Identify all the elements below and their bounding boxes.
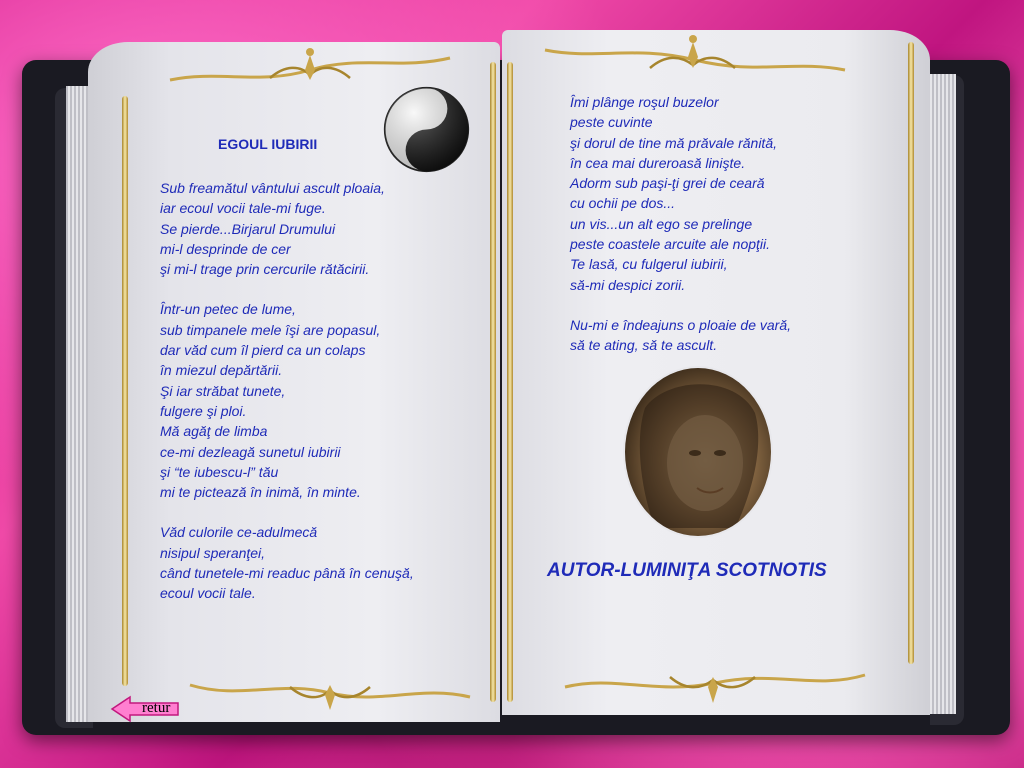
gold-border-center-left: [490, 62, 496, 702]
poem-stanza: Sub freamătul vântului ascult ploaia, iar ecoul vocii tale-mi fuge. Se pierde...Birjarul Drumului mi-l desprinde de cer şi mi-l trage prin cercurile rătăcirii.: [160, 180, 385, 278]
gold-border-right: [908, 42, 914, 664]
right-page-text: [570, 92, 900, 376]
back-button-label[interactable]: retur: [142, 700, 171, 716]
ornament-bottom-right: [555, 655, 875, 710]
ornament-bottom-left: [180, 665, 480, 720]
poem-stanza: Într-un petec de lume, sub timpanele mele îşi are popasul, dar văd cum îl pierd ca un colaps în miezul depărtării. Şi iar străbat tunete, fulgere şi ploi. Mă agăţ de limba ce-mi dezleagă sunetul iubirii şi “te iubescu-l” tău mi te pictează în inimă, în minte.: [160, 301, 381, 501]
poem-title: EGOUL IUBIRII: [218, 136, 318, 152]
gold-border-center-right: [507, 62, 513, 702]
left-page-text: [160, 178, 490, 624]
ornament-top-right: [535, 30, 855, 90]
poem-stanza: Nu-mi e îndeajuns o ploaie de vară, să te ating, să te ascult.: [570, 316, 792, 354]
poem-stanza: Văd culorile ce-adulmecă nisipul speranţei, când tunetele-mi readuc până în cenuşă, ecoul vocii tale.: [160, 524, 414, 602]
author-name: AUTOR-LUMINIŢA SCOTNOTIS: [547, 560, 827, 581]
yin-yang-icon: [383, 86, 470, 173]
poem-stanza: Îmi plânge roşul buzelor peste cuvinte şi dorul de tine mă prăvale rănită, în cea mai dureroasă linişte. Adorm sub paşi-ţi grei de ceară cu ochii pe dos... un vis...un alt ego se prelinge peste coastele arcuite ale nopţii. Te lasă, cu fulgerul iubirii, să-mi despici zorii.: [570, 94, 777, 293]
gold-border-left: [122, 96, 128, 686]
author-portrait: [625, 368, 771, 536]
page-stack-right: [928, 74, 956, 714]
